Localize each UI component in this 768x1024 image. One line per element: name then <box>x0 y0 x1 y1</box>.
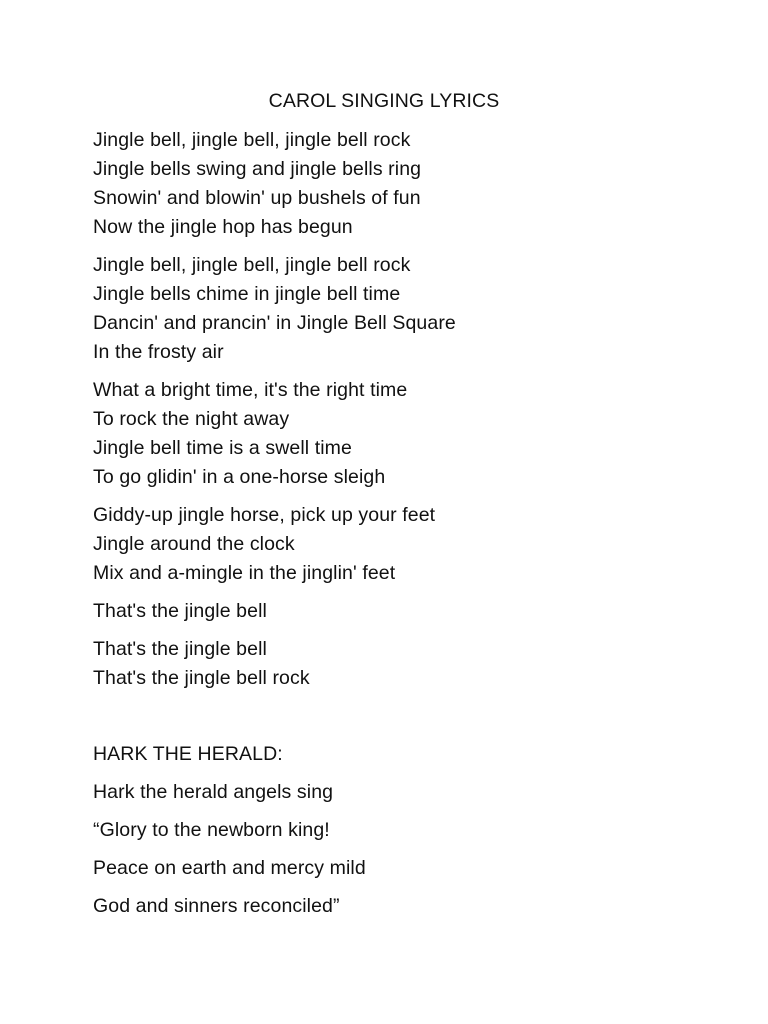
lyric-line: To go glidin' in a one-horse sleigh <box>93 466 386 488</box>
stanza-1 <box>93 126 713 242</box>
lyric-line: Jingle bells swing and jingle bells ring <box>93 158 422 180</box>
stanza-2 <box>93 251 713 367</box>
lyric-line: That's the jingle bell rock <box>93 667 310 689</box>
stanza-6 <box>93 635 713 693</box>
lyric-line: Now the jingle hop has begun <box>93 216 353 238</box>
lyric-line: Jingle around the clock <box>93 533 295 555</box>
lyric-line: What a bright time, it's the right time <box>93 379 408 401</box>
lyric-line: Jingle bell, jingle bell, jingle bell rock <box>93 254 411 276</box>
document-title: CAROL SINGING LYRICS <box>268 90 500 112</box>
lyric-line: To rock the night away <box>93 408 290 430</box>
lyric-line: Peace on earth and mercy mild <box>93 857 366 879</box>
lyric-line: Dancin' and prancin' in Jingle Bell Square <box>93 312 456 334</box>
lyric-line: God and sinners reconciled” <box>93 895 340 917</box>
lyric-line: Mix and a-mingle in the jinglin' feet <box>93 562 396 584</box>
lyric-line: That's the jingle bell <box>93 600 267 622</box>
lyrics-body <box>93 126 713 921</box>
stanza-3 <box>93 376 713 492</box>
lyric-line: That's the jingle bell <box>93 638 267 660</box>
lyric-line: Snowin' and blowin' up bushels of fun <box>93 187 421 209</box>
lyric-line: Giddy-up jingle horse, pick up your feet <box>93 504 436 526</box>
lyric-line: “Glory to the newborn king! <box>93 819 330 841</box>
section-heading: HARK THE HERALD: <box>93 743 283 765</box>
lyric-line: Jingle bells chime in jingle bell time <box>93 283 401 305</box>
stanza-5 <box>93 597 713 626</box>
lyric-line: Hark the herald angels sing <box>93 781 334 803</box>
lyric-line: In the frosty air <box>93 341 224 363</box>
lyric-line: Jingle bell time is a swell time <box>93 437 352 459</box>
stanza-4 <box>93 501 713 588</box>
lyric-line: Jingle bell, jingle bell, jingle bell rock <box>93 129 411 151</box>
